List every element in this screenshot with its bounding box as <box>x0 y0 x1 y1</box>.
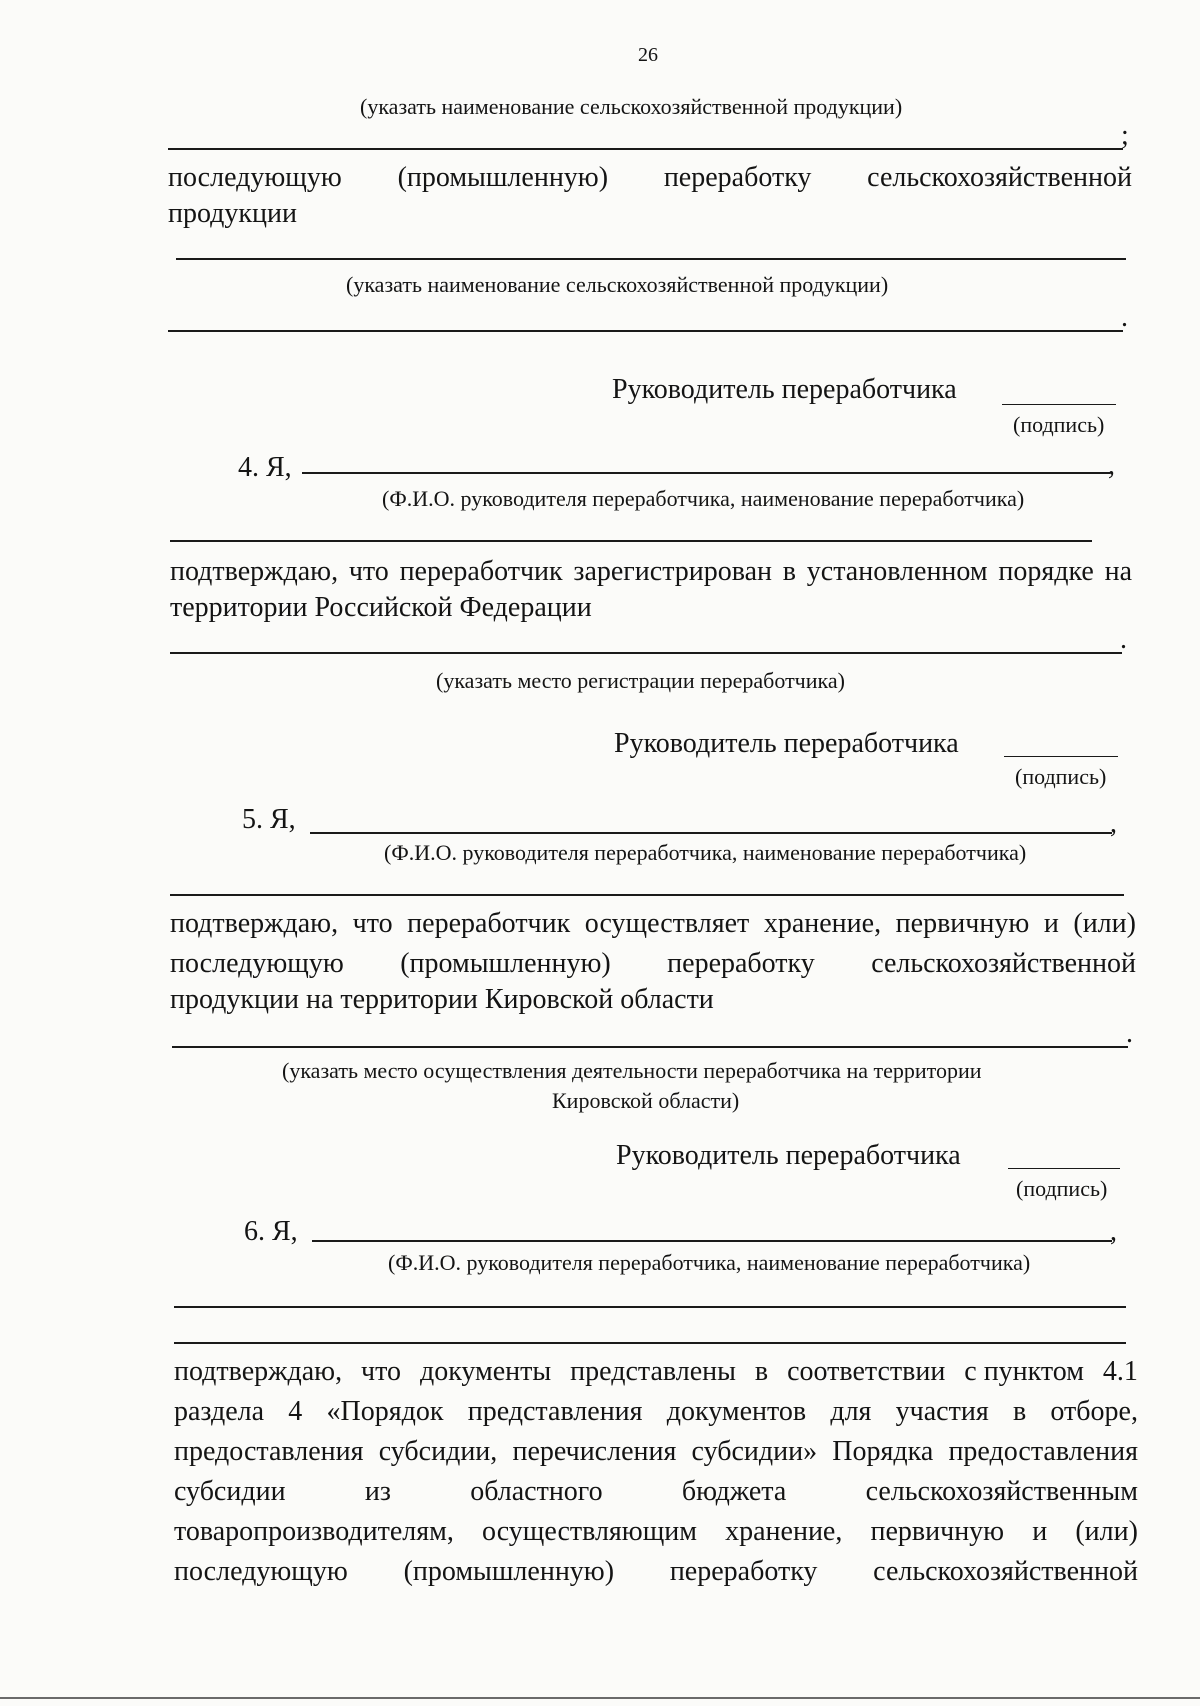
word: субсидии» <box>691 1436 818 1467</box>
word: перечисления <box>512 1436 677 1467</box>
word: представления <box>467 1396 643 1427</box>
word: переработку <box>667 948 815 979</box>
word: и <box>1043 908 1059 939</box>
word: что <box>361 1356 401 1387</box>
word: участия <box>895 1396 989 1427</box>
word: сельскохозяйственной <box>871 948 1136 979</box>
blank-line-product-3[interactable] <box>168 330 1123 332</box>
item-5-place-caption-1: (указать место осуществления деятельности переработчика на территории <box>282 1058 982 1083</box>
item-6-para-line2 <box>174 1392 1138 1432</box>
item-5-text-line1 <box>170 904 1136 944</box>
word: (промышленную) <box>400 948 611 979</box>
word: субсидии, <box>378 1436 498 1467</box>
word: предоставления <box>948 1436 1138 1467</box>
item-5-text-line3: продукции на территории Кировской области <box>170 984 714 1015</box>
signature-caption: (подпись) <box>1016 1176 1108 1201</box>
word: последующую <box>174 1556 348 1587</box>
word: областного <box>470 1476 603 1507</box>
word: сельскохозяйственной <box>867 162 1132 193</box>
word: подтверждаю, <box>170 908 339 939</box>
word: переработку <box>663 162 812 193</box>
word: 4.1 <box>1102 1356 1138 1387</box>
word: осуществляет <box>584 908 750 939</box>
word: товаропроизводителям, <box>174 1516 454 1547</box>
item-5-extra-line[interactable] <box>170 894 1124 896</box>
blank-line-product-1[interactable] <box>168 148 1123 150</box>
caption-product-name-top: (указать наименование сельскохозяйственной продукции) <box>360 94 903 119</box>
word: 4 <box>288 1396 303 1427</box>
word: документы <box>419 1356 552 1387</box>
item-6-extra-line-1[interactable] <box>174 1306 1126 1308</box>
signature-label: Руководитель переработчика <box>614 728 959 759</box>
item-4-place-line[interactable] <box>170 652 1122 654</box>
item-5-fio-line[interactable] <box>310 832 1112 834</box>
item-5-place-caption-2: Кировской области) <box>552 1088 740 1113</box>
word: (или) <box>1073 908 1136 939</box>
item-6-para-line5 <box>174 1512 1138 1552</box>
block1-text-line1 <box>168 158 1132 198</box>
word: бюджета <box>681 1476 787 1507</box>
item-4-place-caption: (указать место регистрации переработчика) <box>436 668 845 693</box>
word: первичную <box>870 1516 1005 1547</box>
item-6-para-line3 <box>174 1432 1138 1472</box>
word: переработчик <box>407 908 571 939</box>
word: (промышленную) <box>403 1556 615 1587</box>
word: предоставления <box>174 1436 364 1467</box>
signature-line[interactable] <box>1002 404 1116 405</box>
word: что <box>352 908 393 939</box>
word: последующую <box>168 162 342 193</box>
word: с пунктом <box>964 1356 1084 1387</box>
word: отборе, <box>1050 1396 1138 1427</box>
word: для <box>830 1396 872 1427</box>
word: сельскохозяйственным <box>865 1476 1138 1507</box>
semicolon: ; <box>1121 120 1129 151</box>
signature-label: Руководитель переработчика <box>616 1140 961 1171</box>
item-5-number: 5. Я, <box>242 804 296 835</box>
word: раздела <box>174 1396 265 1427</box>
word: хранение, <box>725 1516 843 1547</box>
item-4-fio-line[interactable] <box>302 472 1110 474</box>
signature-line[interactable] <box>1004 756 1118 757</box>
item-6-para-line4 <box>174 1472 1138 1512</box>
signature-caption: (подпись) <box>1015 764 1107 789</box>
word: Порядка <box>832 1436 934 1467</box>
word: первичную <box>895 908 1030 939</box>
comma: , <box>1108 450 1115 481</box>
item-5-text-line2 <box>170 944 1136 984</box>
signature-caption: (подпись) <box>1013 412 1105 437</box>
item-4-extra-line[interactable] <box>170 540 1092 542</box>
item-5-place-line[interactable] <box>172 1046 1128 1048</box>
caption-product-name-bottom: (указать наименование сельскохозяйственной продукции) <box>346 272 889 297</box>
word: осуществляющим <box>482 1516 697 1547</box>
word: соответствии <box>787 1356 946 1387</box>
word: сельскохозяйственной <box>873 1556 1138 1587</box>
item-6-fio-line[interactable] <box>312 1240 1112 1242</box>
item-6-para-line6 <box>174 1552 1138 1592</box>
word: представлены <box>570 1356 736 1387</box>
word: «Порядок <box>326 1396 444 1427</box>
word: в <box>754 1356 769 1387</box>
block1-text-line2: продукции <box>168 198 297 229</box>
end-period: . <box>1126 1018 1133 1049</box>
item-6-para-line1 <box>174 1352 1138 1392</box>
item-6-number: 6. Я, <box>244 1216 298 1247</box>
word: (или) <box>1075 1516 1138 1547</box>
item-4-text-line2: территории Российской Федерации <box>170 592 592 623</box>
item-5-fio-caption: (Ф.И.О. руководителя переработчика, наименование переработчика) <box>384 840 1027 865</box>
word: из <box>364 1476 391 1507</box>
word: (промышленную) <box>397 162 609 193</box>
end-period: . <box>1121 302 1128 333</box>
comma: , <box>1110 808 1117 839</box>
scan-edge-line <box>0 1697 1200 1699</box>
word: и <box>1032 1516 1048 1547</box>
word: хранение, <box>763 908 882 939</box>
word: в <box>1012 1396 1027 1427</box>
word: документов <box>666 1396 807 1427</box>
word: переработку <box>669 1556 818 1587</box>
word: субсидии <box>174 1476 286 1507</box>
signature-label: Руководитель переработчика <box>612 374 957 405</box>
word: последующую <box>170 948 344 979</box>
signature-line[interactable] <box>1008 1168 1120 1169</box>
comma: , <box>1110 1216 1117 1247</box>
blank-line-product-2[interactable] <box>176 258 1126 260</box>
word: подтверждаю, <box>174 1356 343 1387</box>
item-6-fio-caption: (Ф.И.О. руководителя переработчика, наименование переработчика) <box>388 1250 1031 1275</box>
item-6-extra-line-2[interactable] <box>174 1342 1126 1344</box>
end-period: . <box>1120 624 1127 655</box>
page-number: 26 <box>638 44 658 66</box>
item-4-fio-caption: (Ф.И.О. руководителя переработчика, наименование переработчика) <box>382 486 1025 511</box>
item-4-text-line1: подтверждаю, что переработчик зарегистрирован в установленном порядке на <box>170 556 1132 587</box>
item-4-number: 4. Я, <box>238 452 292 483</box>
